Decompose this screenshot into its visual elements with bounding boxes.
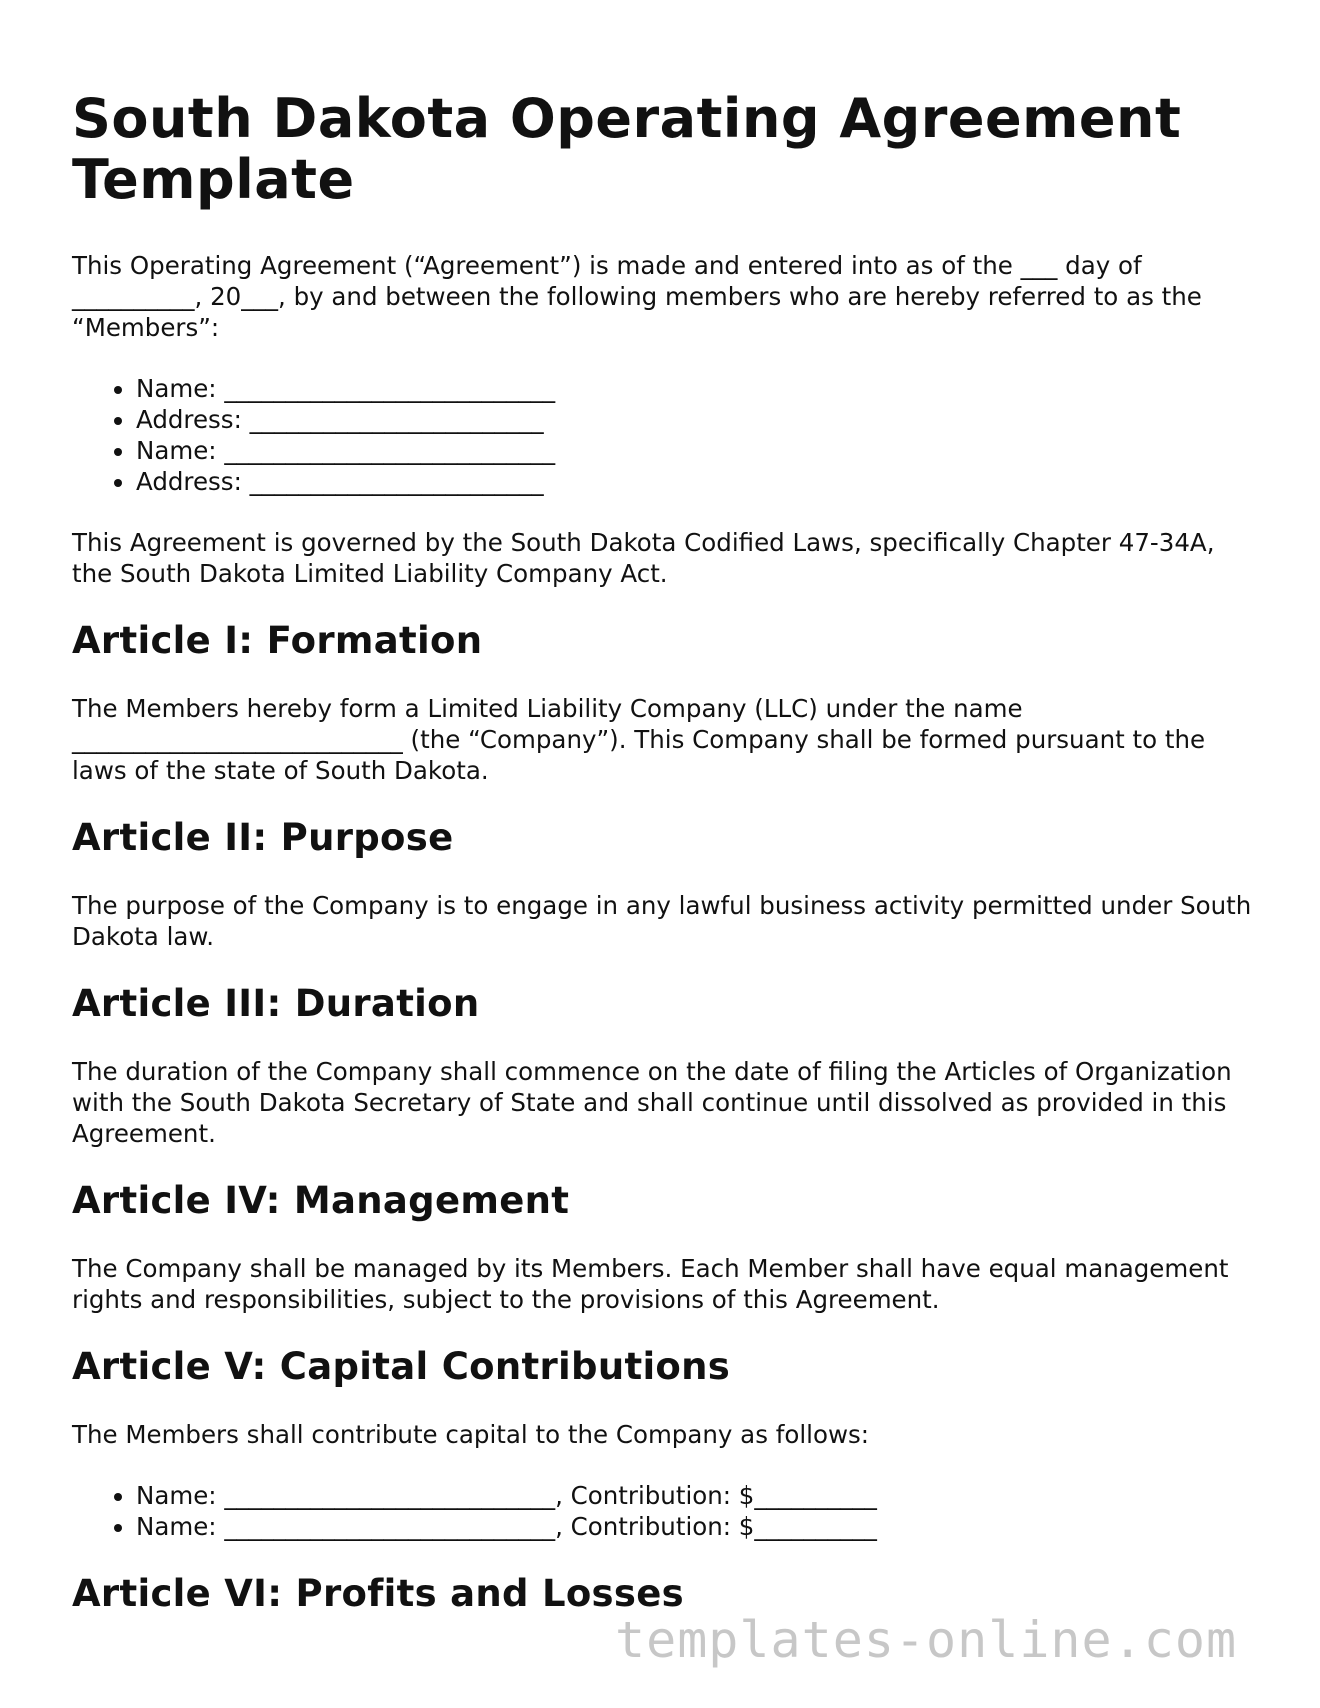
list-item: • Name: ___________________________, Contribution: $__________ <box>136 1480 1252 1511</box>
article-text: The Company shall be managed by its Members. Each Member shall have equal management rights and responsibilities, subject to the provisions of this Agreement. <box>72 1254 1229 1314</box>
article-text: The purpose of the Company is to engage in any lawful business activity permitted under South Dakota law. <box>72 891 1252 951</box>
list-item: • Name: ___________________________, Contribution: $__________ <box>136 1511 1252 1542</box>
list-item: • Address: ________________________ <box>136 404 1252 435</box>
document-title: South Dakota Operating Agreement Template <box>72 87 1182 211</box>
intro-paragraph: This Operating Agreement (“Agreement”) is made and entered into as of the ___ day of __________, 20___, by and between the following members who are hereby referred to as the “Members”: <box>72 251 1202 342</box>
article-heading: Article III: Duration <box>72 982 480 1025</box>
article-text: The Members shall contribute capital to the Company as follows: <box>72 1420 870 1449</box>
members-list <box>72 373 1252 497</box>
contributions-list <box>72 1480 1252 1542</box>
watermark: templates-online.com <box>615 1611 1238 1669</box>
article-text: The duration of the Company shall commence on the date of filing the Articles of Organization with the South Dakota Secretary of State and shall continue until dissolved as provided in this Agreement. <box>72 1057 1232 1148</box>
list-item: • Address: ________________________ <box>136 466 1252 497</box>
article-heading: Article I: Formation <box>72 619 483 662</box>
article-heading: Article V: Capital Contributions <box>72 1345 731 1388</box>
article-text: The Members hereby form a Limited Liability Company (LLC) under the name ___________________________ (the “Company”). This Company shall be formed pursuant to the laws of the state of South Dakota. <box>72 694 1206 785</box>
governance-paragraph: This Agreement is governed by the South Dakota Codified Laws, specifically Chapter 47-34A, the South Dakota Limited Liability Company Act. <box>72 528 1215 588</box>
article-heading: Article IV: Management <box>72 1179 570 1222</box>
list-item: • Name: ___________________________ <box>136 373 1252 404</box>
article-heading: Article II: Purpose <box>72 816 454 859</box>
list-item: • Name: ___________________________ <box>136 435 1252 466</box>
article-heading: Article VI: Profits and Losses <box>72 1572 684 1615</box>
document-page <box>72 88 1252 1646</box>
